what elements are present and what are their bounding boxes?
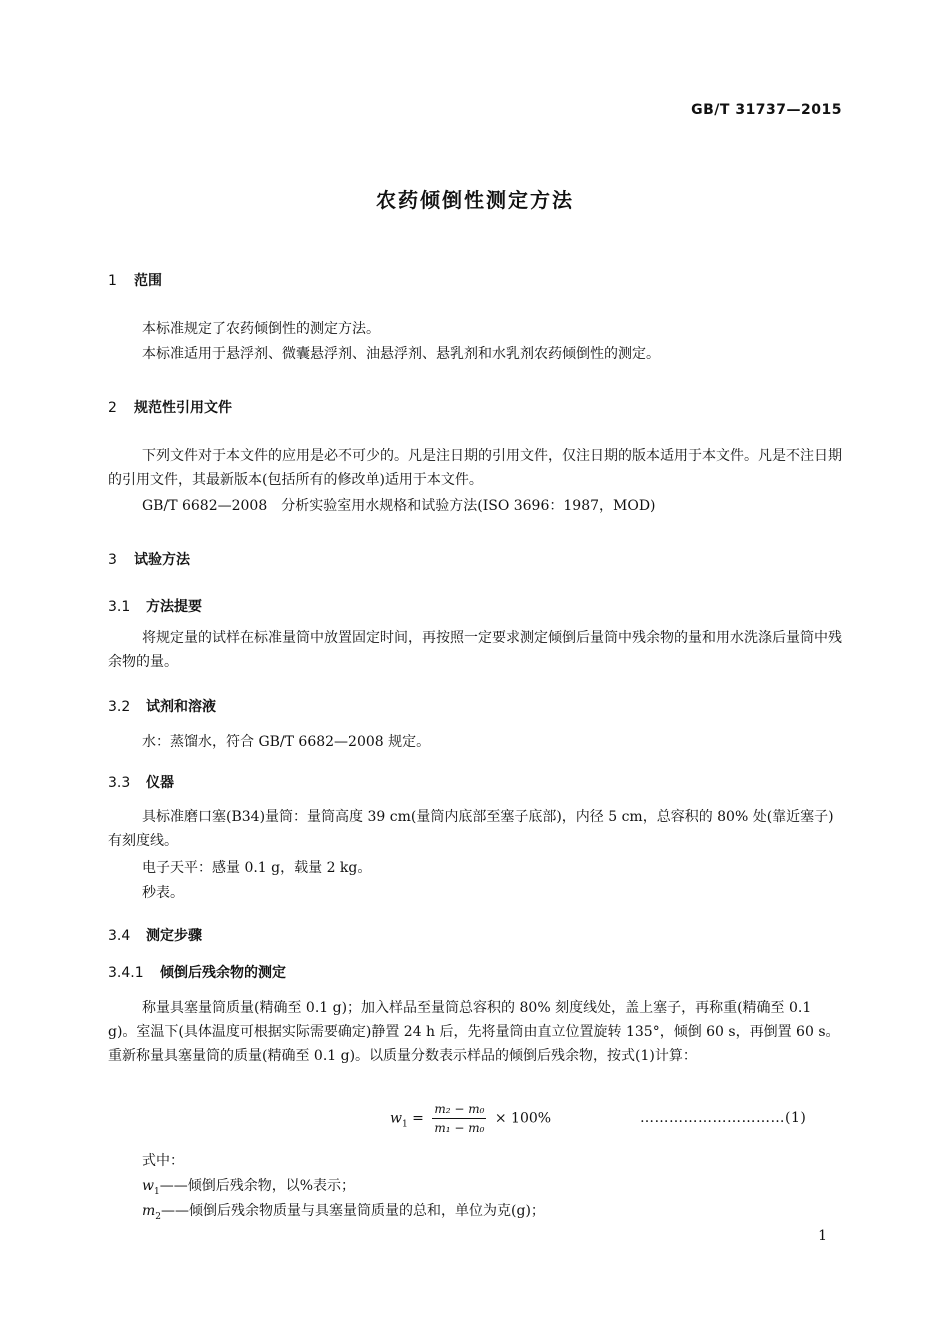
paragraph: 称量具塞量筒质量(精确至 0.1 g)；加入样品至量筒总容积的 80% 刻度线处，盖上塞子，再称重(精确至 0.1 g)。室温下(具体温度可根据实际需要确定)静置 24 h 后，先将量筒由直立位置旋转 135°，倾倒 60 s，再倒置 60 s。重新称量具塞量筒的质量(精确至 0.1 g)。以质量分数表示样品的倾倒后残余物，按式(1)计算： [108,1000,840,1064]
section-title: 测定步骤 [146,928,202,944]
paragraph: 秒表。 [142,885,184,901]
symbol-description: ——倾倒后残余物，以%表示； [159,1178,356,1194]
numerator: m₂ − m₀ [432,1100,486,1119]
paragraph: 本标准规定了农药倾倒性的测定方法。 [142,321,380,337]
section-2-heading [108,397,232,417]
section-title: 试验方法 [134,552,190,568]
section-number: 3.1 [108,599,131,615]
section-3-2-heading [108,696,216,716]
paragraph: 电子天平：感量 0.1 g，载量 2 kg。 [142,860,372,876]
paragraph: 将规定量的试样在标准量筒中放置固定时间，再按照一定要求测定倾倒后量筒中残余物的量和用水洗涤后量筒中残余物的量。 [108,630,842,670]
section-number: 1 [108,273,117,289]
symbol-description: ——倾倒后残余物质量与具塞量筒质量的总和，单位为克(g)； [161,1203,545,1219]
formula: $w_1$ = $\frac{\text{m₂ − m₀}}{\text{m₁ − m₀}}$ × 100% [390,1102,552,1135]
section-3-heading [108,549,190,569]
formula-factor: × 100% [494,1110,552,1127]
formula-lhs: w [390,1110,402,1127]
paragraph: 水：蒸馏水，符合 GB/T 6682—2008 规定。 [142,734,431,750]
section-title: 范围 [134,273,162,289]
section-title: 方法提要 [146,599,202,615]
section-title: 倾倒后残余物的测定 [160,965,286,981]
normative-reference: GB/T 6682—2008 分析实验室用水规格和试验方法(ISO 3696：1987，MOD) [142,498,656,514]
page-title: 农药倾倒性测定方法 [376,188,574,212]
paragraph: 本标准适用于悬浮剂、微囊悬浮剂、油悬浮剂、悬乳剂和水乳剂农药倾倒性的测定。 [142,346,660,362]
section-title: 仪器 [146,775,174,791]
equation-number: …………………………(1) [640,1110,807,1126]
fraction [432,1100,486,1137]
symbol-subscript: 1 [153,1186,160,1197]
section-number: 3.3 [108,775,131,791]
section-number: 3.4 [108,928,131,944]
formula-lhs-subscript: 1 [401,1119,408,1130]
where-item [142,1175,355,1197]
where-item [142,1200,545,1222]
section-number: 3.4.1 [108,965,144,981]
section-3-4-heading [108,925,202,945]
section-title: 试剂和溶液 [146,699,216,715]
symbol: m [142,1203,156,1219]
page-number: 1 [818,1228,827,1244]
paragraph: 下列文件对于本文件的应用是必不可少的。凡是注日期的引用文件，仅注日期的版本适用于本文件。凡是不注日期的引用文件，其最新版本(包括所有的修改单)适用于本文件。 [108,448,842,488]
symbol: w [142,1178,154,1194]
section-3-1-heading [108,596,202,616]
symbol-subscript: 2 [155,1211,162,1222]
section-number: 3.2 [108,699,131,715]
section-1-heading [108,270,162,290]
section-3-4-1-heading [108,962,286,982]
standard-number: GB/T 31737—2015 [691,102,842,118]
where-label: 式中： [142,1153,184,1169]
section-number: 2 [108,400,117,416]
denominator: m₁ − m₀ [434,1121,485,1135]
paragraph: 具标准磨口塞(B34)量筒：量筒高度 39 cm(量筒内底部至塞子底部)，内径 5 cm，总容积的 80% 处(靠近塞子)有刻度线。 [108,809,834,849]
section-3-3-heading [108,772,174,792]
section-title: 规范性引用文件 [134,400,232,416]
section-number: 3 [108,552,117,568]
